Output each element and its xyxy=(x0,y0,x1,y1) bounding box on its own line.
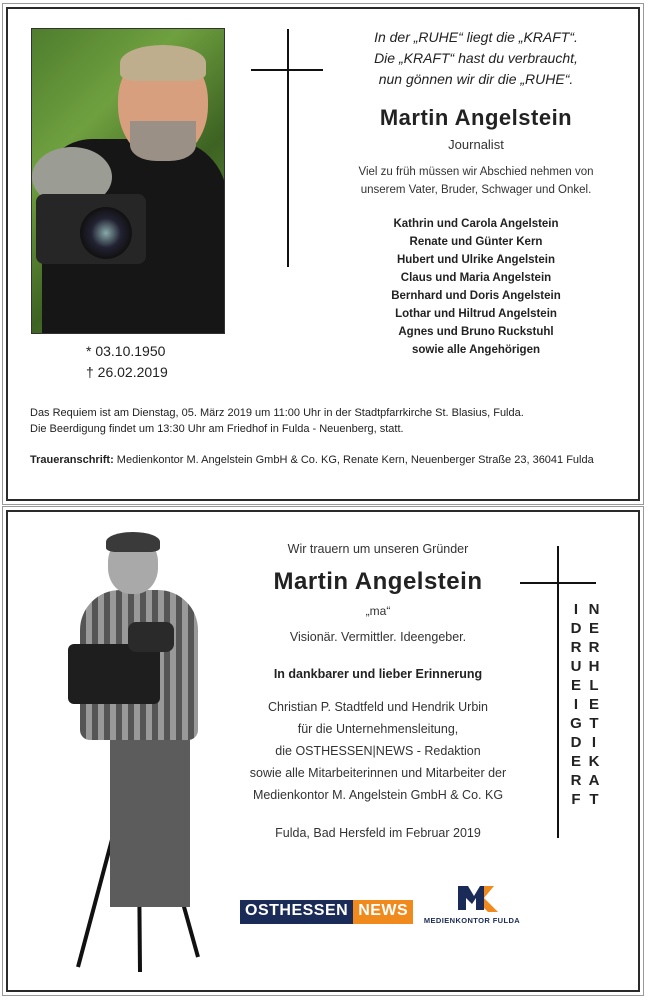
deceased-name: Martin Angelstein xyxy=(379,105,573,130)
requiem-info: Das Requiem ist am Dienstag, 05. März 2019 um 11:00 Uhr in der Stadtpfarrkirche St. Blasius, Fulda. Die Beerdigung findet um 13:30 Uhr am Friedhof in Fulda - Neuenberg, statt. xyxy=(30,407,524,435)
authors-list: Christian P. Stadtfeld und Hendrik Urbin für die Unternehmensleitung, die OSTHESSEN|NEWS - Redaktion sowie alle Mitarbeiterinnen und Mitarbeiter der Medienkontor M. Angelstein GmbH & Co. KG xyxy=(249,700,507,802)
medienkontor-logo: MEDIENKONTOR FULDA xyxy=(412,880,532,930)
family-list xyxy=(326,215,626,359)
fullbody-photo-cameraman xyxy=(48,532,228,972)
birth-date: * 03.10.1950 xyxy=(86,343,166,359)
cross-icon xyxy=(557,546,559,838)
family-member: Lothar und Hiltrud Angelstein xyxy=(395,308,557,320)
family-member: sowie alle Angehörigen xyxy=(411,344,541,356)
founder-name: Martin Angelstein xyxy=(273,568,483,595)
place-date: Fulda, Bad Hersfeld im Februar 2019 xyxy=(275,826,481,840)
death-date: † 26.02.2019 xyxy=(86,364,168,380)
farewell-text: Viel zu früh müssen wir Abschied nehmen von unserem Vater, Bruder, Schwager und Onkel. xyxy=(358,166,594,196)
obituary-card-company xyxy=(6,510,640,992)
family-member: Agnes und Bruno Ruckstuhl xyxy=(398,326,554,338)
cross-icon xyxy=(287,29,289,267)
cross-icon-bar xyxy=(520,582,596,584)
osthessen-news-logo: OSTHESSEN NEWS xyxy=(240,900,413,924)
family-member: Kathrin und Carola Angelstein xyxy=(393,218,559,230)
family-member: Hubert und Ulrike Angelstein xyxy=(396,254,556,266)
family-member: Bernhard und Doris Angelstein xyxy=(391,290,561,302)
cross-icon-bar xyxy=(251,69,323,71)
portrait-photo-camera xyxy=(31,28,225,334)
family-member: Renate und Günter Kern xyxy=(409,236,543,248)
motto: In der „RUHE“ liegt die „KRAFT“. Die „KRAFT“ hast du verbraucht, nun gönnen wir dir die „RUHE“. xyxy=(374,29,578,87)
nickname: „ma“ xyxy=(365,604,391,618)
intro-text: Wir trauern um unseren Gründer xyxy=(287,542,469,556)
obituary-card-family xyxy=(6,7,640,501)
memory-heading: In dankbarer und lieber Erinnerung xyxy=(273,667,483,681)
mk-logo-icon xyxy=(454,880,504,914)
tagline: Visionär. Vermittler. Ideengeber. xyxy=(289,630,467,644)
family-member: Claus und Maria Angelstein xyxy=(400,272,552,284)
vertical-letters-right: N E R H L E T I K A T xyxy=(588,601,600,808)
profession: Journalist xyxy=(448,137,504,152)
vertical-letters-left: I D R U E I G D E R F xyxy=(570,601,582,808)
mourning-address: Traueranschrift: Medienkontor M. Angelstein GmbH & Co. KG, Renate Kern, Neuenberger Straße 23, 36041 Fulda xyxy=(30,454,594,466)
